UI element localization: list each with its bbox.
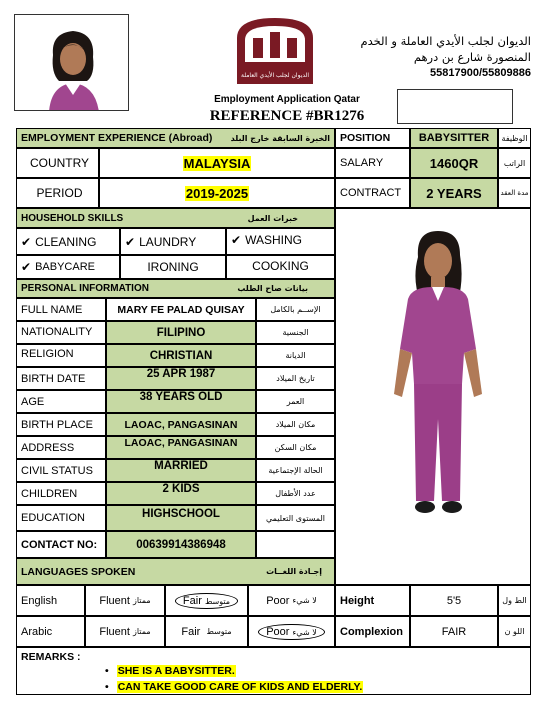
country-value: MALAYSIA bbox=[183, 155, 251, 171]
company-phones: 55817900/55809886 bbox=[430, 67, 531, 79]
children-value: 2 KIDS bbox=[162, 483, 200, 495]
remark-item bbox=[105, 663, 363, 679]
age-label-ar-cell bbox=[256, 390, 335, 413]
skill-washing-label: WASHING bbox=[245, 233, 302, 247]
children-label-ar-cell bbox=[256, 482, 335, 505]
period-value: 2019-2025 bbox=[185, 185, 249, 201]
fullname-label-ar: الإســم بالكامل bbox=[270, 305, 321, 314]
nationality-value-cell bbox=[106, 321, 256, 344]
height-label-cell bbox=[335, 585, 410, 616]
salary-label-ar-cell bbox=[498, 148, 531, 178]
reference-number: REFERENCE #BR1276 bbox=[209, 108, 365, 124]
nationality-label: NATIONALITY bbox=[21, 326, 93, 338]
lang-english-label: English bbox=[21, 594, 58, 607]
age-label: AGE bbox=[21, 395, 45, 408]
salary-value-cell bbox=[410, 148, 498, 178]
skill-washing-cell bbox=[226, 228, 335, 255]
birthdate-label: BIRTH DATE bbox=[21, 372, 86, 385]
children-label-ar: عدد الأطفال bbox=[275, 489, 316, 498]
birthplace-value: LAOAC, PANGASINAN bbox=[124, 418, 238, 431]
languages-section-label-ar: إجـادة اللغــات bbox=[266, 567, 322, 576]
birthplace-label: BIRTH PLACE bbox=[21, 418, 93, 431]
contract-label: CONTRACT bbox=[340, 187, 402, 199]
height-label: Height bbox=[340, 594, 375, 607]
salary-label-cell bbox=[335, 148, 410, 178]
skills-section-label: HOUSEHOLD SKILLS bbox=[21, 212, 124, 224]
english-poor-cell bbox=[248, 585, 335, 616]
contract-value-cell bbox=[410, 178, 498, 208]
position-label-ar: الوظيفة bbox=[501, 133, 528, 143]
skill-cleaning-cell bbox=[16, 228, 120, 255]
salary-label-ar: الراتب bbox=[503, 158, 526, 168]
skill-babycare-label: BABYCARE bbox=[35, 261, 95, 273]
education-value-cell bbox=[106, 505, 256, 531]
civilstatus-label-ar-cell bbox=[256, 459, 335, 482]
employment-section-header bbox=[16, 128, 335, 148]
english-fair-label: Fair bbox=[182, 594, 202, 607]
remarks-list bbox=[105, 663, 363, 695]
birthplace-value-cell bbox=[106, 413, 256, 436]
applicant-full-body-photo bbox=[335, 208, 531, 585]
skill-ironing-cell bbox=[120, 255, 226, 279]
english-fair-cell bbox=[165, 585, 248, 616]
position-label-cell bbox=[335, 128, 410, 148]
personal-section-label-ar: بيانات صاح الطلب bbox=[237, 284, 308, 293]
position-value-cell bbox=[410, 128, 498, 148]
age-label-cell bbox=[16, 390, 106, 413]
contact-empty-cell bbox=[256, 531, 335, 558]
birthdate-value-cell bbox=[106, 367, 256, 390]
check-icon: ✔ bbox=[231, 233, 242, 247]
contract-label-ar: مدة العقد bbox=[500, 189, 529, 197]
address-value-cell bbox=[106, 436, 256, 459]
fullname-label-ar-cell bbox=[256, 298, 335, 321]
age-value: 38 YEARS OLD bbox=[139, 391, 223, 403]
address-value: LAOAC, PANGASINAN bbox=[124, 437, 238, 449]
arabic-fair-label: Fair bbox=[181, 625, 201, 638]
english-fair-label-ar: متوسط bbox=[204, 596, 231, 606]
lang-arabic-cell bbox=[16, 616, 85, 647]
nationality-label-ar: الجنسية bbox=[282, 328, 309, 337]
english-poor-label: Poor bbox=[266, 594, 290, 607]
position-label-ar-cell bbox=[498, 128, 531, 148]
address-label-cell bbox=[16, 436, 106, 459]
arabic-fluent-label: Fluent bbox=[99, 625, 130, 638]
religion-label-cell bbox=[16, 344, 106, 367]
fullname-label: FULL NAME bbox=[21, 303, 83, 316]
period-label: PERIOD bbox=[36, 186, 83, 200]
address-label-ar: مكان السكن bbox=[274, 443, 317, 452]
religion-value: CHRISTIAN bbox=[149, 349, 213, 362]
birthplace-label-ar-cell bbox=[256, 413, 335, 436]
height-value-cell bbox=[410, 585, 498, 616]
contact-label-cell bbox=[16, 531, 106, 558]
birthdate-label-cell bbox=[16, 367, 106, 390]
complexion-label-ar-cell bbox=[498, 616, 531, 647]
english-fluent-label-ar: ممتاز bbox=[133, 596, 151, 605]
english-fluent-label: Fluent bbox=[99, 594, 130, 607]
contact-value-cell bbox=[106, 531, 256, 558]
english-poor-label-ar: لا شيء bbox=[292, 596, 317, 605]
complexion-value: FAIR bbox=[441, 625, 467, 638]
birthplace-label-ar: مكان الميلاد bbox=[275, 420, 316, 429]
children-label-cell bbox=[16, 482, 106, 505]
position-value: BABYSITTER bbox=[418, 132, 490, 144]
skill-cooking-label: COOKING bbox=[252, 259, 309, 273]
height-label-ar-cell bbox=[498, 585, 531, 616]
birthdate-label-ar-cell bbox=[256, 367, 335, 390]
arabic-fluent-cell bbox=[85, 616, 165, 647]
education-label: EDUCATION bbox=[21, 512, 85, 524]
application-title: Employment Application Qatar bbox=[214, 94, 360, 105]
religion-value-cell bbox=[106, 344, 256, 367]
religion-label: RELIGION bbox=[21, 348, 74, 360]
arabic-poor-cell bbox=[248, 616, 335, 647]
contract-value: 2 YEARS bbox=[426, 185, 482, 201]
skill-cooking-cell bbox=[226, 255, 335, 279]
education-label-ar: المستوى التعليمي bbox=[265, 513, 326, 523]
check-icon: ✔ bbox=[21, 260, 32, 274]
personal-section-header bbox=[16, 279, 335, 298]
remark-text: CAN TAKE GOOD CARE OF KIDS AND ELDERLY. bbox=[117, 681, 363, 693]
company-logo bbox=[233, 14, 317, 88]
english-fair-selected-oval bbox=[175, 593, 238, 609]
nationality-label-cell bbox=[16, 321, 106, 344]
civilstatus-value: MARRIED bbox=[154, 460, 208, 472]
applicant-headshot-photo bbox=[14, 14, 129, 111]
check-icon: ✔ bbox=[21, 234, 32, 249]
logo-caption: الديوان لجلب الأيدي العاملة bbox=[240, 72, 310, 79]
civilstatus-label-ar: الحالة الإجتماعية bbox=[268, 466, 323, 475]
civilstatus-value-cell bbox=[106, 459, 256, 482]
contract-label-ar-cell bbox=[498, 178, 531, 208]
remark-text: SHE IS A BABYSITTER. bbox=[117, 665, 235, 677]
skill-ironing-label: IRONING bbox=[147, 260, 199, 274]
skills-section-header bbox=[16, 208, 335, 228]
contract-label-cell bbox=[335, 178, 410, 208]
contact-value: 00639914386948 bbox=[136, 538, 226, 551]
fullname-value: MARY FE PALAD QUISAY bbox=[117, 303, 245, 316]
salary-value: 1460QR bbox=[429, 155, 479, 171]
company-name-arabic: الديوان لجلب الأيدي العاملة و الخدم bbox=[360, 34, 531, 48]
education-label-cell bbox=[16, 505, 106, 531]
children-label: CHILDREN bbox=[21, 487, 78, 500]
position-label: POSITION bbox=[340, 132, 391, 144]
company-address-arabic: المنصورة شارع بن درهم bbox=[413, 50, 531, 64]
skill-laundry-cell bbox=[120, 228, 226, 255]
complexion-label-cell bbox=[335, 616, 410, 647]
arabic-fair-label-ar: متوسط bbox=[206, 627, 232, 636]
civilstatus-label: CIVIL STATUS bbox=[21, 464, 93, 477]
address-label-ar-cell bbox=[256, 436, 335, 459]
contact-label: CONTACT NO: bbox=[21, 538, 98, 551]
religion-label-ar: الديانة bbox=[285, 351, 306, 360]
address-label: ADDRESS bbox=[21, 441, 75, 454]
complexion-value-cell bbox=[410, 616, 498, 647]
nationality-value: FILIPINO bbox=[156, 326, 206, 339]
skill-laundry-label: LAUNDRY bbox=[139, 234, 197, 249]
arabic-fluent-label-ar: ممتاز bbox=[133, 627, 151, 636]
complexion-label: Complexion bbox=[340, 625, 403, 638]
arabic-fair-cell bbox=[165, 616, 248, 647]
languages-section-header bbox=[16, 558, 335, 585]
remark-item bbox=[105, 679, 363, 695]
country-label: COUNTRY bbox=[29, 156, 90, 170]
birthdate-value: 25 APR 1987 bbox=[146, 368, 216, 380]
height-label-ar: الط ول bbox=[502, 596, 527, 605]
religion-label-ar-cell bbox=[256, 344, 335, 367]
arabic-poor-selected-oval bbox=[258, 624, 325, 640]
complexion-label-ar: اللو ن bbox=[504, 627, 525, 636]
age-value-cell bbox=[106, 390, 256, 413]
lang-arabic-label: Arabic bbox=[21, 625, 53, 638]
skill-babycare-cell bbox=[16, 255, 120, 279]
lang-english-cell bbox=[16, 585, 85, 616]
education-value: HIGHSCHOOL bbox=[142, 508, 220, 520]
fullname-value-cell bbox=[106, 298, 256, 321]
country-value-cell bbox=[99, 148, 335, 178]
nationality-label-ar-cell bbox=[256, 321, 335, 344]
arabic-poor-label: Poor bbox=[266, 625, 290, 638]
fullname-label-cell bbox=[16, 298, 106, 321]
period-label-cell bbox=[16, 178, 99, 208]
arabic-poor-label-ar: لا شيء bbox=[292, 627, 317, 637]
country-label-cell bbox=[16, 148, 99, 178]
birthdate-label-ar: تاريخ الميلاد bbox=[276, 374, 315, 383]
personal-section-label: PERSONAL INFORMATION bbox=[21, 283, 149, 294]
skill-cleaning-label: CLEANING bbox=[35, 234, 97, 249]
languages-section-label: LANGUAGES SPOKEN bbox=[21, 565, 136, 578]
age-label-ar: العمر bbox=[286, 397, 305, 406]
height-value: 5'5 bbox=[446, 594, 462, 607]
period-value-cell bbox=[99, 178, 335, 208]
employment-section-label: EMPLOYMENT EXPERIENCE (Abroad) bbox=[21, 132, 213, 144]
children-value-cell bbox=[106, 482, 256, 505]
salary-label: SALARY bbox=[340, 157, 384, 169]
civilstatus-label-cell bbox=[16, 459, 106, 482]
education-label-ar-cell bbox=[256, 505, 335, 531]
birthplace-label-cell bbox=[16, 413, 106, 436]
check-icon: ✔ bbox=[125, 234, 136, 249]
remarks-label: REMARKS : bbox=[21, 651, 81, 663]
english-fluent-cell bbox=[85, 585, 165, 616]
blank-box bbox=[397, 89, 513, 124]
employment-section-label-ar: الخبرة السابقة خارج البلد bbox=[230, 133, 330, 143]
skills-section-label-ar: خبرات العمل bbox=[247, 213, 298, 223]
